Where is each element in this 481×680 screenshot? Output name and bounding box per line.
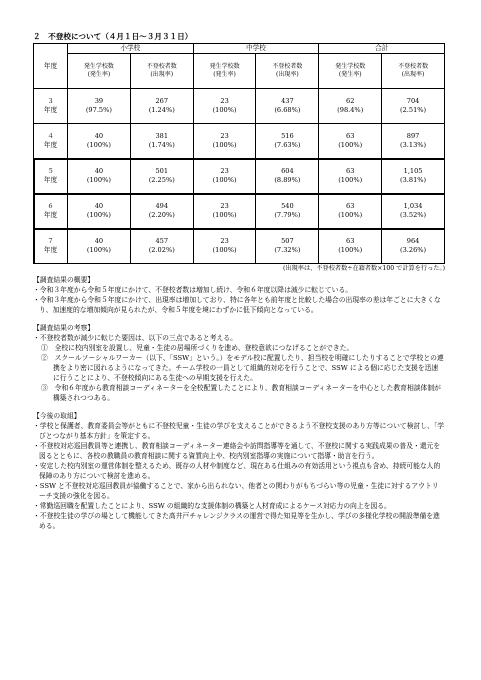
table-body [34, 89, 445, 264]
year-cell: ４ 年度 [34, 124, 68, 159]
future-item: ・不登校対応巡回教員等と連携し、教育相談コーディネーター連絡会や訪問指導等を通して、不登校に関する実践成果の普及・還元を図るとともに、各校の教職員の教育相談に関する資質向上や、校内別室指導の実施について指導・助言を行う。 [33, 442, 441, 460]
sub-header: 不登校者数 (出現率) [382, 54, 445, 89]
data-cell: 267 (1.24%) [130, 89, 193, 124]
year-cell: ３ 年度 [34, 89, 68, 124]
table-row [34, 159, 445, 194]
table-row [34, 124, 445, 159]
section-heading: ２ 不登校について（４月１日～３月３１日） [33, 32, 193, 41]
data-cell: 494 (2.20%) [130, 194, 193, 229]
future-list [33, 421, 445, 531]
analysis-list [33, 333, 445, 403]
data-cell: 63 (100%) [319, 124, 382, 159]
data-cell: 964 (3.26%) [382, 229, 445, 264]
analysis-title: 【調査結果の考察】 [33, 324, 95, 332]
table-note: (出現率は、不登校者数÷在籍者数×100 で計算を行った。) [283, 265, 445, 272]
sub-header: 不登校者数 (出現率) [256, 54, 319, 89]
data-cell: 23 (100%) [193, 159, 256, 194]
data-cell: 1,034 (3.52%) [382, 194, 445, 229]
group-header-total: 合計 [319, 44, 445, 54]
analysis-item: ② スクールソーシャルワーカー（以下、「SSW」という。）をモデル校に配置したり、担当校を明確にしたりすることで学校との連携をより密に図れるようになってきた。チーム学校の一員として組織的対応を行うことで、SSW による個に応じた支援を迅速に行うことにより、不登校傾向にある生徒への早期支援を行えた。 [41, 354, 444, 382]
future-item: ・不登校生徒の学びの場として機能してきた高井戸チャレンジクラスの運営で得た知見等を生かし、学びの多様化学校の開設準備を進める。 [33, 512, 440, 530]
data-cell: 437 (6.68%) [256, 89, 319, 124]
data-cell: 40 (100%) [68, 159, 131, 194]
sub-header: 発生学校数 (発生率) [68, 54, 131, 89]
overview-title: 【調査結果の概要】 [33, 276, 95, 284]
data-cell: 381 (1.74%) [130, 124, 193, 159]
year-cell: ５ 年度 [34, 159, 68, 194]
future-item: ・常勤巡回職を配置したことにより、SSW の組織的な支援体制の構築と人材育成によるケース対応力の向上を図る。 [33, 502, 391, 510]
document-page [33, 32, 445, 531]
analysis-item: ③ 令和６年度から教育相談コーディネーターを全校配置したことにより、教育相談コーディネーターを中心とした教育相談体制が構築されつつある。 [41, 384, 441, 402]
data-cell: 897 (3.13%) [382, 124, 445, 159]
data-cell: 40 (100%) [68, 194, 131, 229]
data-cell: 39 (97.5%) [68, 89, 131, 124]
absence-table [33, 43, 445, 264]
data-cell: 40 (100%) [68, 124, 131, 159]
sub-header: 発生学校数 (発生率) [193, 54, 256, 89]
data-cell: 540 (7.79%) [256, 194, 319, 229]
future-item: ・学校と保護者、教育委員会等がともに不登校児童・生徒の学びを支えることができるよう不登校支援のあり方等について検討し、「学びとつながり基本方針」を策定する。 [33, 422, 445, 440]
data-cell: 1,105 (3.81%) [382, 159, 445, 194]
data-cell: 63 (100%) [319, 159, 382, 194]
table-row [34, 229, 445, 264]
sub-header: 発生学校数 (発生率) [319, 54, 382, 89]
data-cell: 507 (7.32%) [256, 229, 319, 264]
data-cell: 23 (100%) [193, 229, 256, 264]
data-cell: 604 (8.89%) [256, 159, 319, 194]
data-cell: 23 (100%) [193, 194, 256, 229]
overview-item: ・令和３年度から令和５年度にかけて、出現率は増加しており、特に各年とも前年度と比較した場合の出現率の差は年ごとに大きくなり、加速度的な増加傾向が見られたが、令和５年度を境にわずかに低下傾向となっている。 [33, 296, 441, 314]
data-cell: 63 (100%) [319, 194, 382, 229]
year-cell: ７ 年度 [34, 229, 68, 264]
group-header-elementary: 小学校 [68, 44, 194, 54]
future-item: ・SSW と不登校対応巡回教員が協働することで、家から出られない、他者との関わりがもちづらい等の児童・生徒に対するアウトリーチ支援の強化を図る。 [33, 482, 439, 500]
table-row [34, 89, 445, 124]
table-row [34, 194, 445, 229]
data-cell: 40 (100%) [68, 229, 131, 264]
analysis-lead: ・不登校者数が減少に転じた要因は、以下の三点であると考える。 [33, 334, 237, 342]
data-cell: 23 (100%) [193, 89, 256, 124]
data-cell: 516 (7.63%) [256, 124, 319, 159]
data-cell: 62 (98.4%) [319, 89, 382, 124]
data-cell: 63 (100%) [319, 229, 382, 264]
overview-list [33, 285, 445, 315]
group-header-junior-high: 中学校 [193, 44, 319, 54]
sub-header: 不登校者数 (出現率) [130, 54, 193, 89]
future-item: ・安定した校内別室の運営体制を整えるため、既存の人材や制度など、現在ある仕組みの有効活用という視点も含め、持続可能な人的保障のあり方について検討を進める。 [33, 462, 441, 480]
data-cell: 457 (2.02%) [130, 229, 193, 264]
data-cell: 501 (2.25%) [130, 159, 193, 194]
future-title: 【今後の取組】 [33, 412, 81, 420]
overview-item: ・令和３年度から令和５年度にかけて、不登校者数は増加し続け、令和６年度以降は減少に転じている。 [33, 286, 353, 294]
data-cell: 704 (2.51%) [382, 89, 445, 124]
analysis-item: ① 全校に校内別室を設置し、児童・生徒の居場所づくりを進め、登校意欲につなげることができた。 [41, 344, 354, 352]
year-cell: ６ 年度 [34, 194, 68, 229]
data-cell: 23 (100%) [193, 124, 256, 159]
year-header: 年度 [34, 44, 68, 89]
